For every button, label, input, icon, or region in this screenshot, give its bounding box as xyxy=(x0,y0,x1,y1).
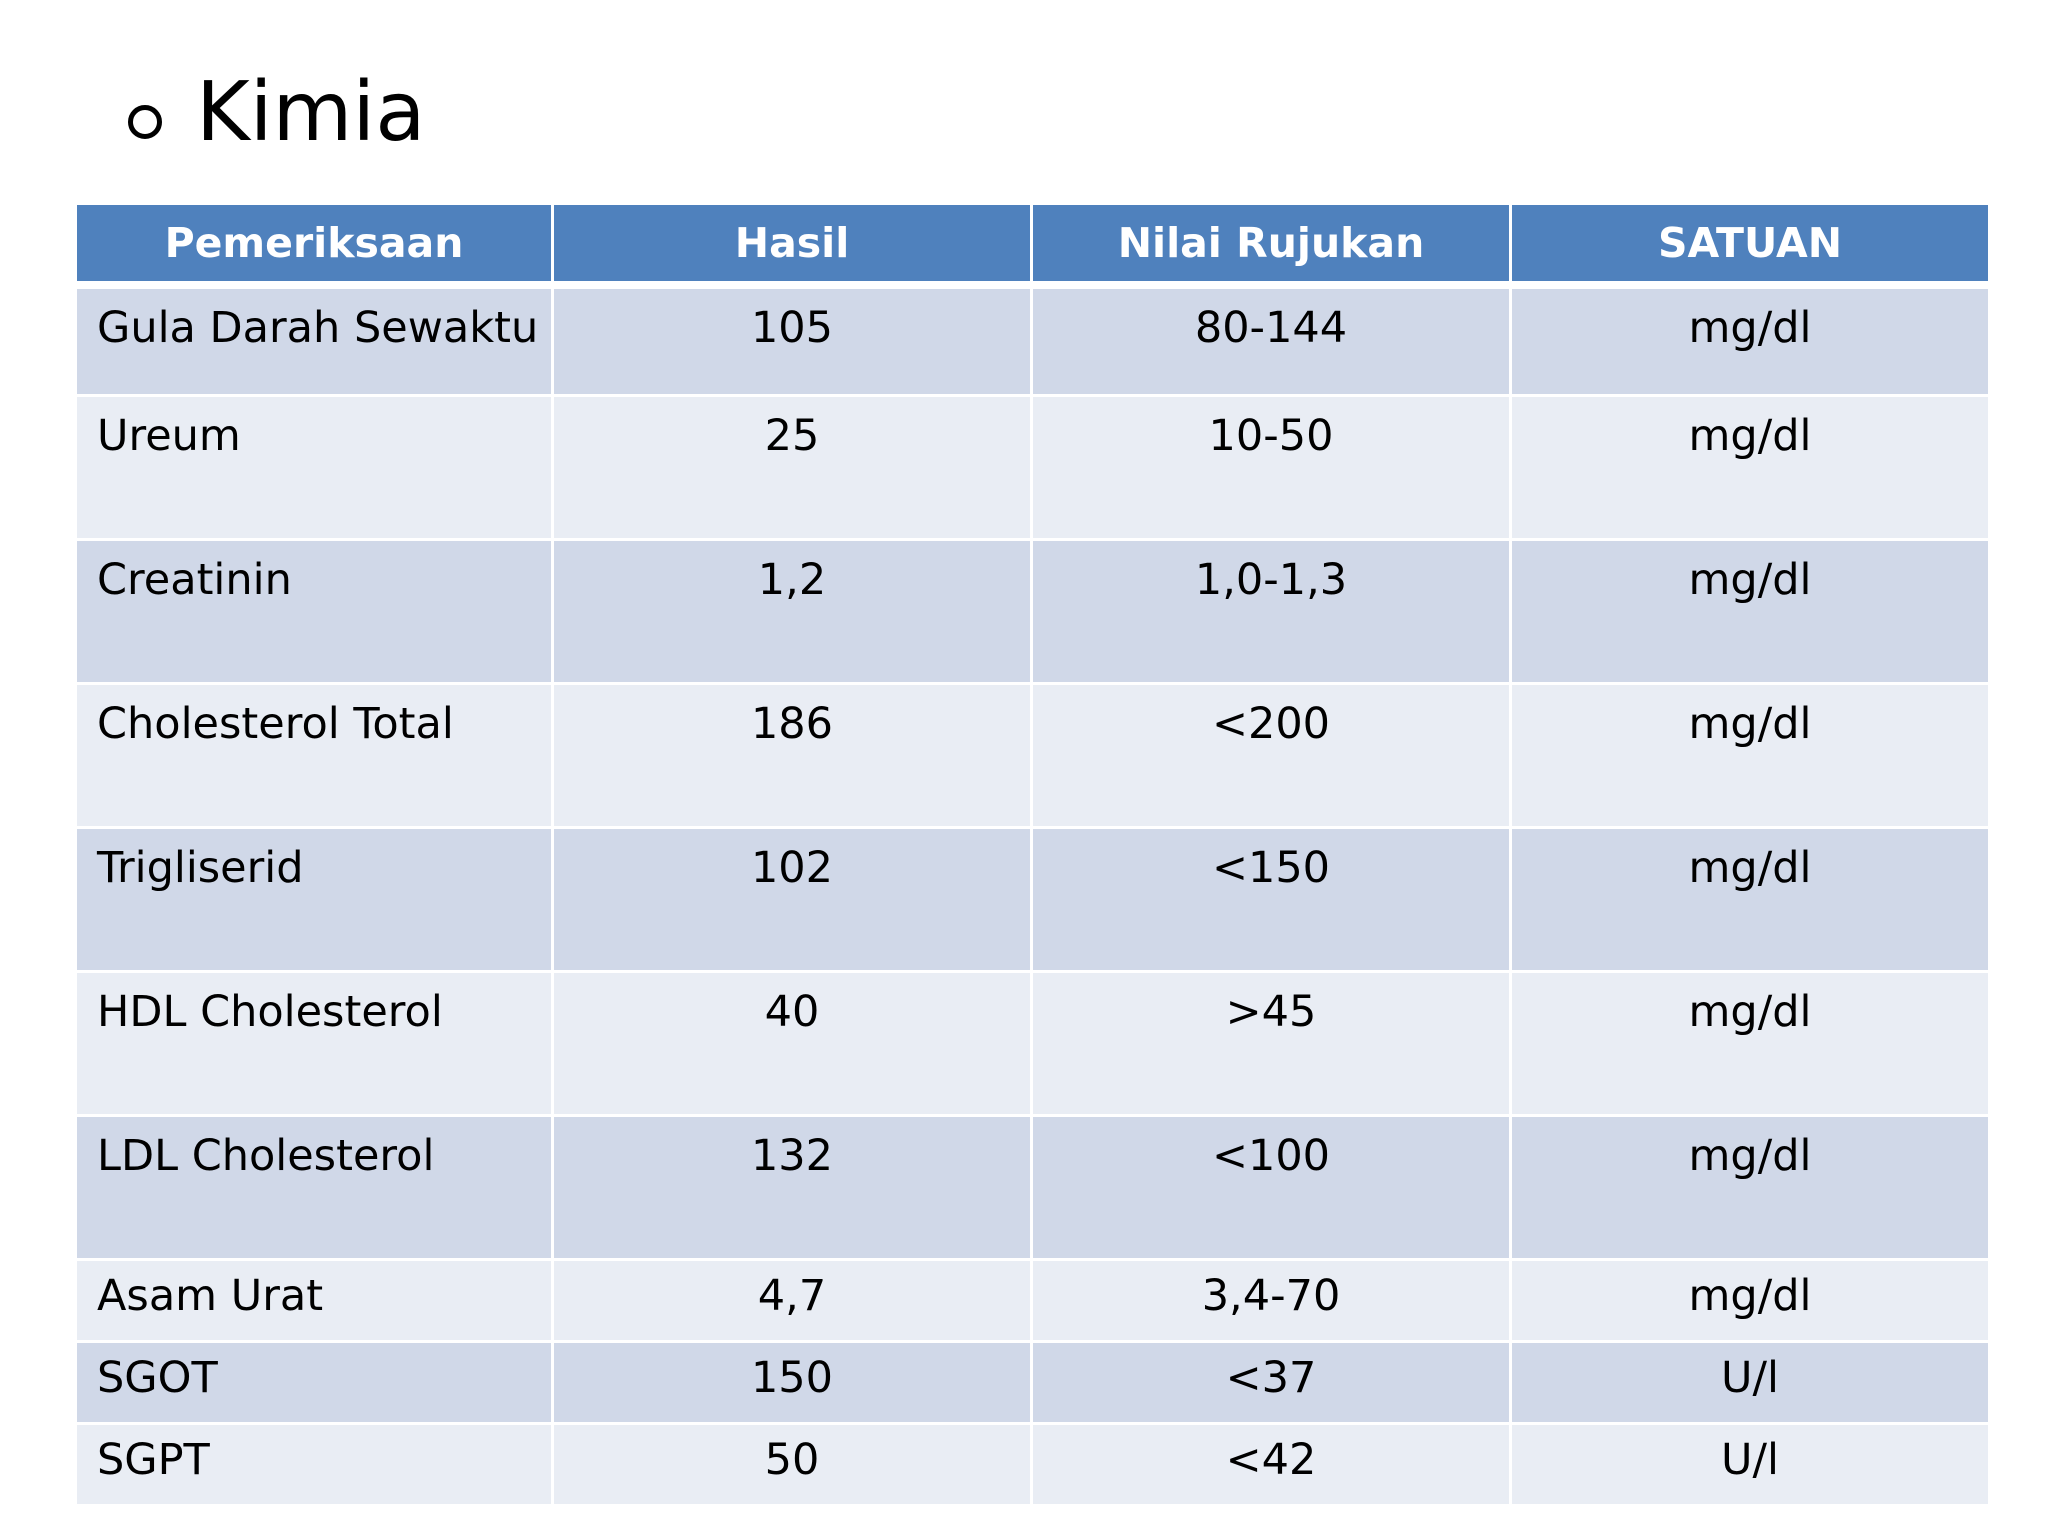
cell-result: 40 xyxy=(553,971,1032,1115)
cell-reference: <150 xyxy=(1032,827,1511,971)
cell-unit: mg/dl xyxy=(1511,683,1990,827)
cell-reference: <200 xyxy=(1032,683,1511,827)
cell-reference: <100 xyxy=(1032,1115,1511,1259)
cell-reference: >45 xyxy=(1032,971,1511,1115)
cell-test-name: Creatinin xyxy=(76,539,553,683)
slide-title-text: Kimia xyxy=(196,65,426,160)
table-row xyxy=(76,285,1990,395)
cell-test-name: Ureum xyxy=(76,395,553,539)
header-satuan: SATUAN xyxy=(1511,205,1990,285)
header-pemeriksaan: Pemeriksaan xyxy=(76,205,553,285)
cell-reference: 1,0-1,3 xyxy=(1032,539,1511,683)
table-row xyxy=(76,1423,1990,1505)
cell-reference: 3,4-70 xyxy=(1032,1259,1511,1341)
cell-unit: U/l xyxy=(1511,1423,1990,1505)
cell-result: 25 xyxy=(553,395,1032,539)
cell-unit: mg/dl xyxy=(1511,539,1990,683)
slide-title xyxy=(128,58,425,168)
cell-reference: <42 xyxy=(1032,1423,1511,1505)
table-row xyxy=(76,1341,1990,1423)
cell-reference: 80-144 xyxy=(1032,285,1511,395)
cell-unit: mg/dl xyxy=(1511,1259,1990,1341)
cell-test-name: SGOT xyxy=(76,1341,553,1423)
cell-unit: mg/dl xyxy=(1511,285,1990,395)
lab-results-table xyxy=(74,205,1991,1507)
table-row xyxy=(76,1115,1990,1259)
cell-test-name: SGPT xyxy=(76,1423,553,1505)
cell-result: 102 xyxy=(553,827,1032,971)
cell-test-name: Asam Urat xyxy=(76,1259,553,1341)
cell-result: 105 xyxy=(553,285,1032,395)
cell-result: 186 xyxy=(553,683,1032,827)
cell-unit: mg/dl xyxy=(1511,395,1990,539)
cell-test-name: Cholesterol Total xyxy=(76,683,553,827)
cell-test-name: Trigliserid xyxy=(76,827,553,971)
header-nilai-rujukan: Nilai Rujukan xyxy=(1032,205,1511,285)
table-row xyxy=(76,827,1990,971)
cell-reference: <37 xyxy=(1032,1341,1511,1423)
cell-reference: 10-50 xyxy=(1032,395,1511,539)
cell-test-name: LDL Cholesterol xyxy=(76,1115,553,1259)
table-row xyxy=(76,539,1990,683)
table-row xyxy=(76,683,1990,827)
cell-result: 50 xyxy=(553,1423,1032,1505)
bullet-circle-icon xyxy=(128,105,162,139)
cell-unit: mg/dl xyxy=(1511,827,1990,971)
cell-unit: mg/dl xyxy=(1511,971,1990,1115)
table-row xyxy=(76,395,1990,539)
cell-unit: U/l xyxy=(1511,1341,1990,1423)
cell-result: 150 xyxy=(553,1341,1032,1423)
cell-result: 132 xyxy=(553,1115,1032,1259)
cell-test-name: HDL Cholesterol xyxy=(76,971,553,1115)
cell-result: 4,7 xyxy=(553,1259,1032,1341)
cell-result: 1,2 xyxy=(553,539,1032,683)
cell-test-name: Gula Darah Sewaktu xyxy=(76,285,553,395)
table-row xyxy=(76,971,1990,1115)
cell-unit: mg/dl xyxy=(1511,1115,1990,1259)
table-header-row xyxy=(76,205,1990,285)
header-hasil: Hasil xyxy=(553,205,1032,285)
table-row xyxy=(76,1259,1990,1341)
